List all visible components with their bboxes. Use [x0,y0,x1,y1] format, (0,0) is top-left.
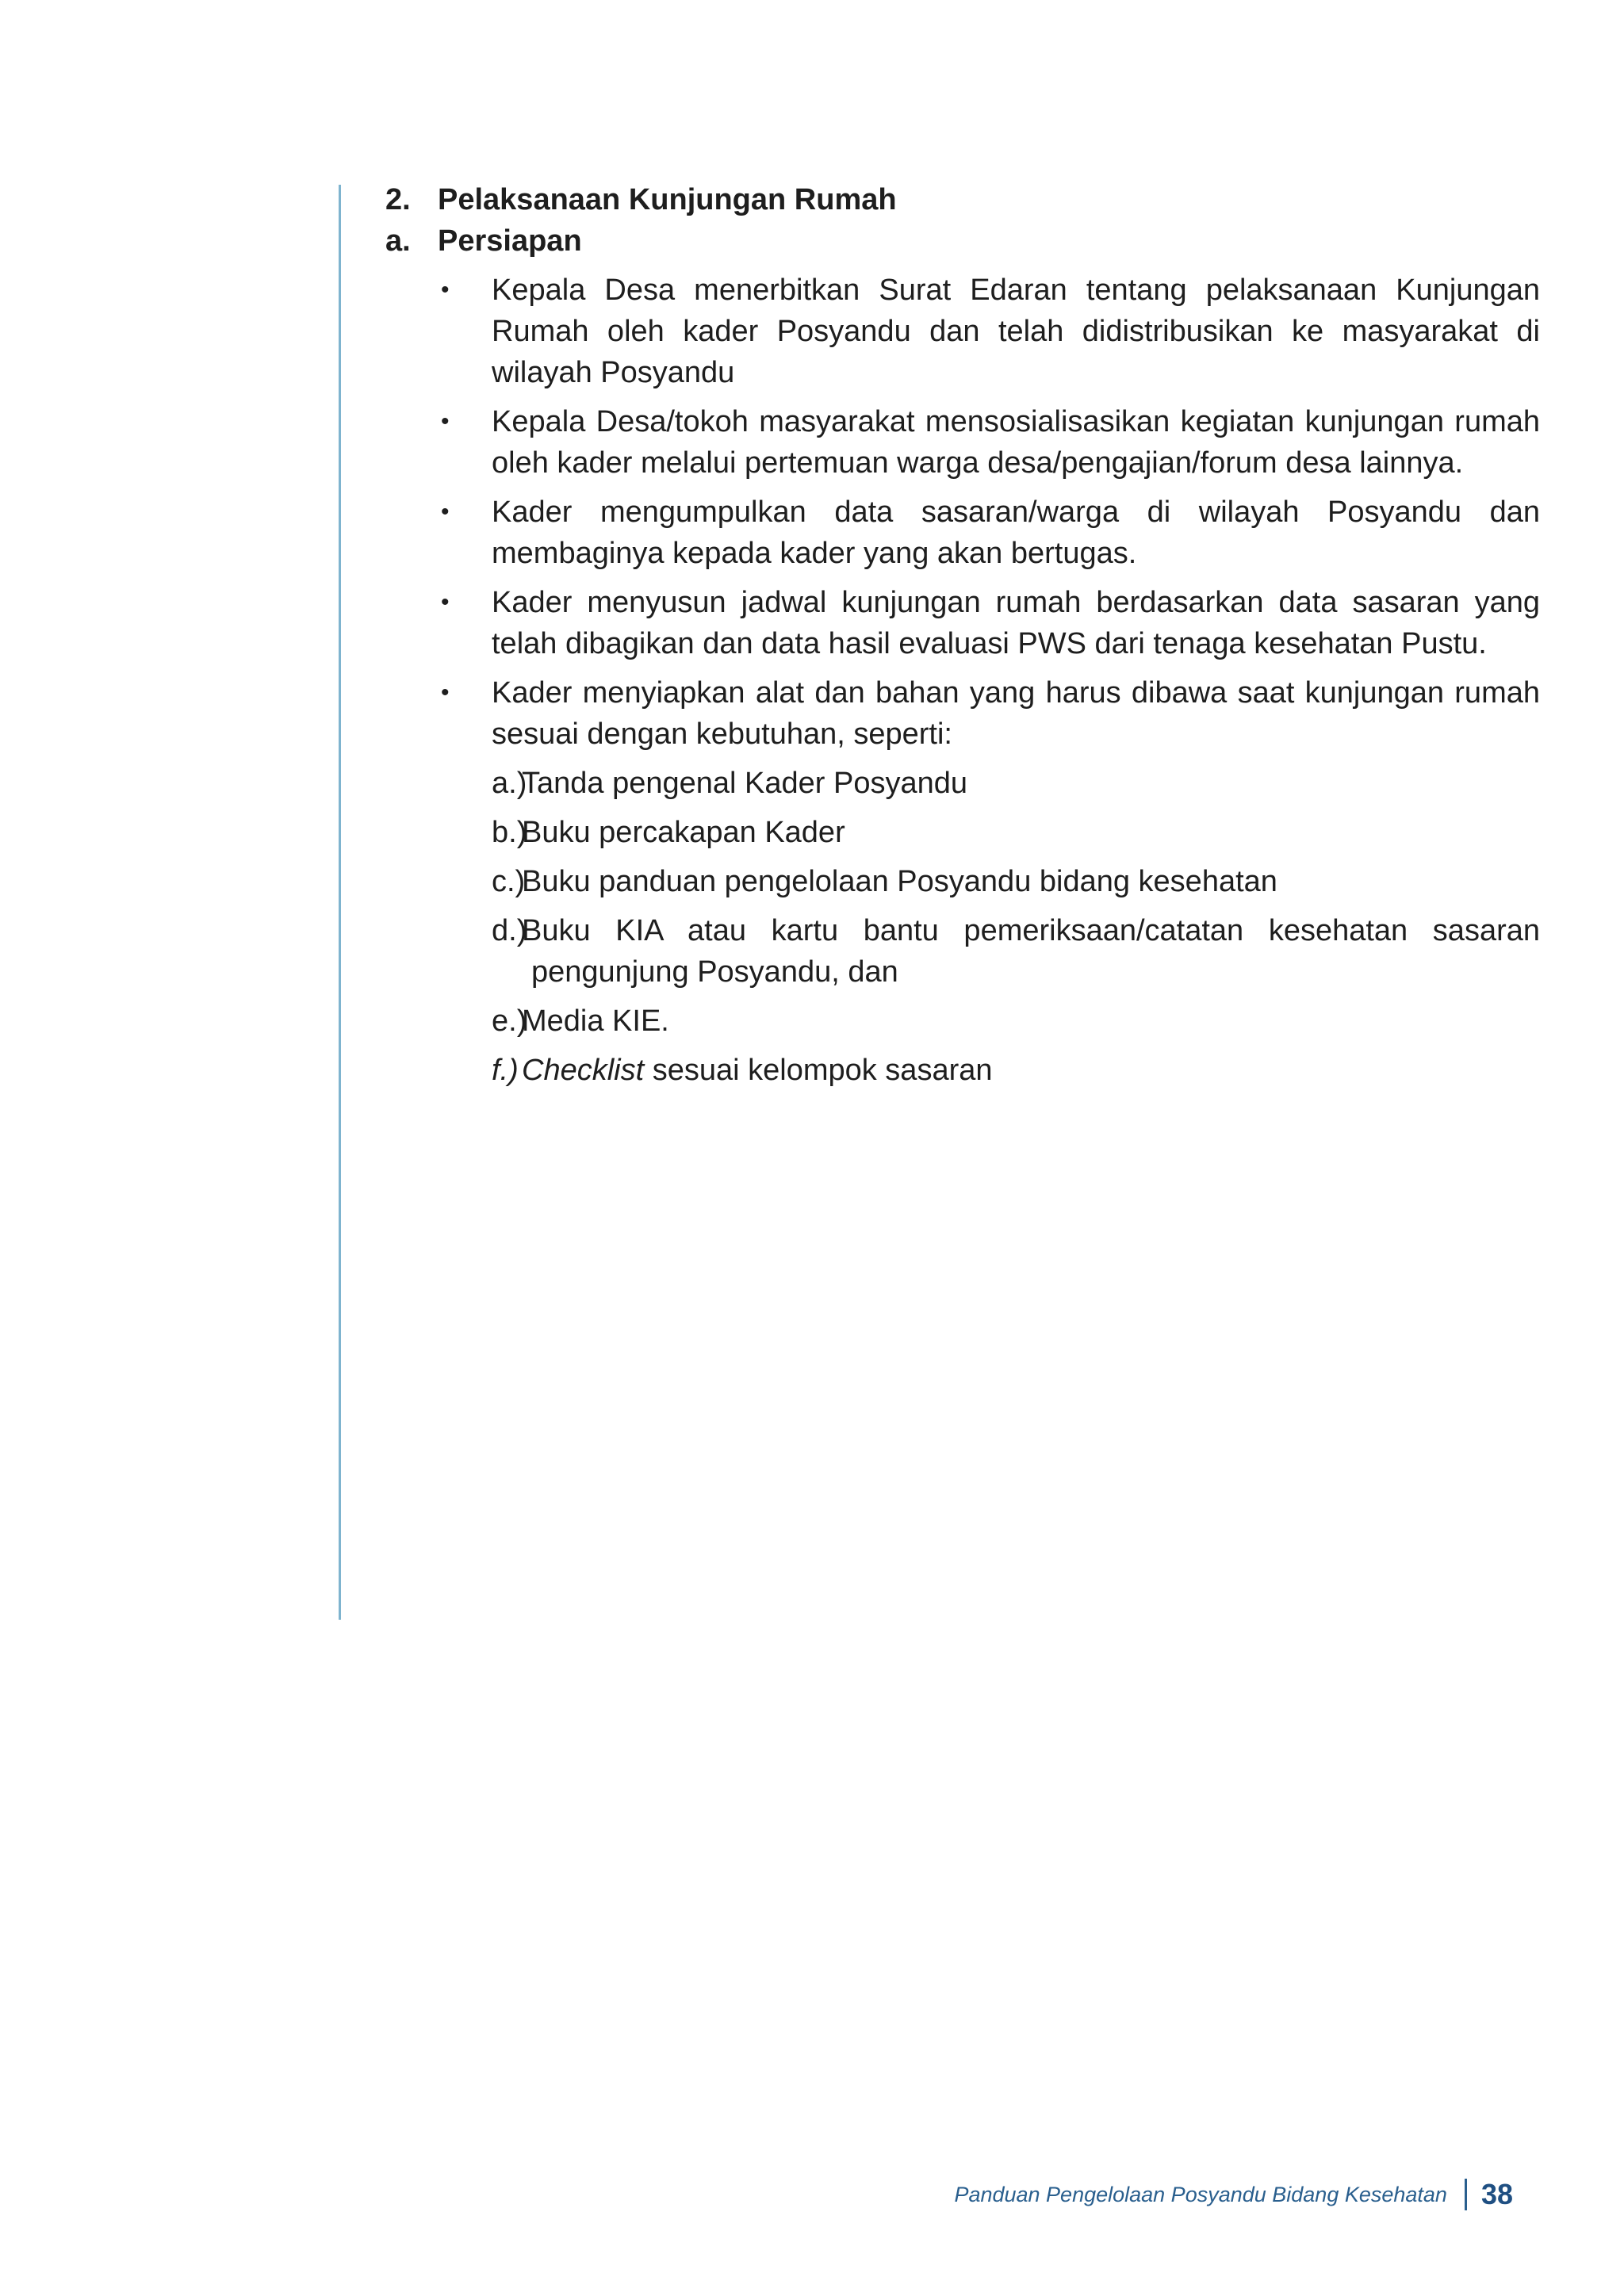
footer-title: Panduan Pengelolaan Posyandu Bidang Kesehatan [954,2182,1447,2206]
equipment-sublist [492,763,1540,1091]
left-margin-rule [339,185,341,1620]
checklist-italic-term: Checklist [522,1054,645,1087]
sublist-item: a.) Tanda pengenal Kader Posyandu [492,767,968,800]
bullet-icon: • [441,589,450,615]
sublist-item: e.) Media KIE. [492,1004,669,1038]
preparation-bullet-list [385,270,1540,1091]
bullet-text: Kader mengumpulkan data sasaran/warga di wilayah Posyandu dan membaginya kepada kader yang akan bertugas. [492,496,1540,570]
bullet-item [385,270,1540,393]
sublist-item: b.) Buku percakapan Kader [492,816,845,849]
sublist-text: Buku percakapan Kader [522,816,845,849]
bullet-item [385,582,1540,664]
page-footer [954,2174,1513,2215]
sublist-text: Media KIE. [522,1004,669,1038]
sublist-text: Buku panduan pengelolaan Posyandu bidang kesehatan [522,865,1277,898]
bullet-item [385,672,1540,1091]
bullet-text: Kader menyusun jadwal kunjungan rumah berdasarkan data sasaran yang telah dibagikan dan data hasil evaluasi PWS dari tenaga kesehatan Pustu. [492,586,1540,660]
footer-divider [1465,2179,1467,2210]
bullet-text: Kader menyiapkan alat dan bahan yang harus dibawa saat kunjungan rumah sesuai dengan kebutuhan, seperti: [492,676,1540,751]
bullet-text: Kepala Desa menerbitkan Surat Edaran tentang pelaksanaan Kunjungan Rumah oleh kader Posyandu dan telah didistribusikan ke masyarakat di wilayah Posyandu [492,274,1540,389]
sublist-text-rest: sesuai kelompok sasaran [644,1054,993,1087]
sublist-item: d.) Buku KIA atau kartu bantu pemeriksaan/catatan kesehatan sasaran pengunjung Posyandu, dan [492,914,1540,989]
bullet-icon: • [441,499,450,525]
sublist-item: f.) Checklist sesuai kelompok sasaran [492,1054,993,1087]
section-title: Pelaksanaan Kunjungan Rumah [438,183,897,216]
bullet-text: Kepala Desa/tokoh masyarakat mensosialisasikan kegiatan kunjungan rumah oleh kader melalui pertemuan warga desa/pengajian/forum desa lainnya. [492,405,1540,480]
subsection-title: Persiapan [438,224,582,258]
page-content [385,179,1540,1099]
subsection-heading [385,220,1540,262]
bullet-icon: • [441,408,450,434]
page-number: 38 [1480,2178,1513,2210]
bullet-item [385,401,1540,484]
section-heading [385,179,1540,220]
bullet-item [385,492,1540,574]
sublist-text: Buku KIA atau kartu bantu pemeriksaan/catatan kesehatan sasaran pengunjung Posyandu, dan [522,914,1540,989]
subsection-letter: a. [385,224,411,258]
sublist-text [522,1054,993,1087]
sublist-text: Tanda pengenal Kader Posyandu [522,767,968,800]
bullet-icon: • [441,679,450,706]
sublist-item: c.) Buku panduan pengelolaan Posyandu bidang kesehatan [492,865,1277,898]
bullet-icon: • [441,277,450,303]
section-number: 2. [385,183,411,216]
